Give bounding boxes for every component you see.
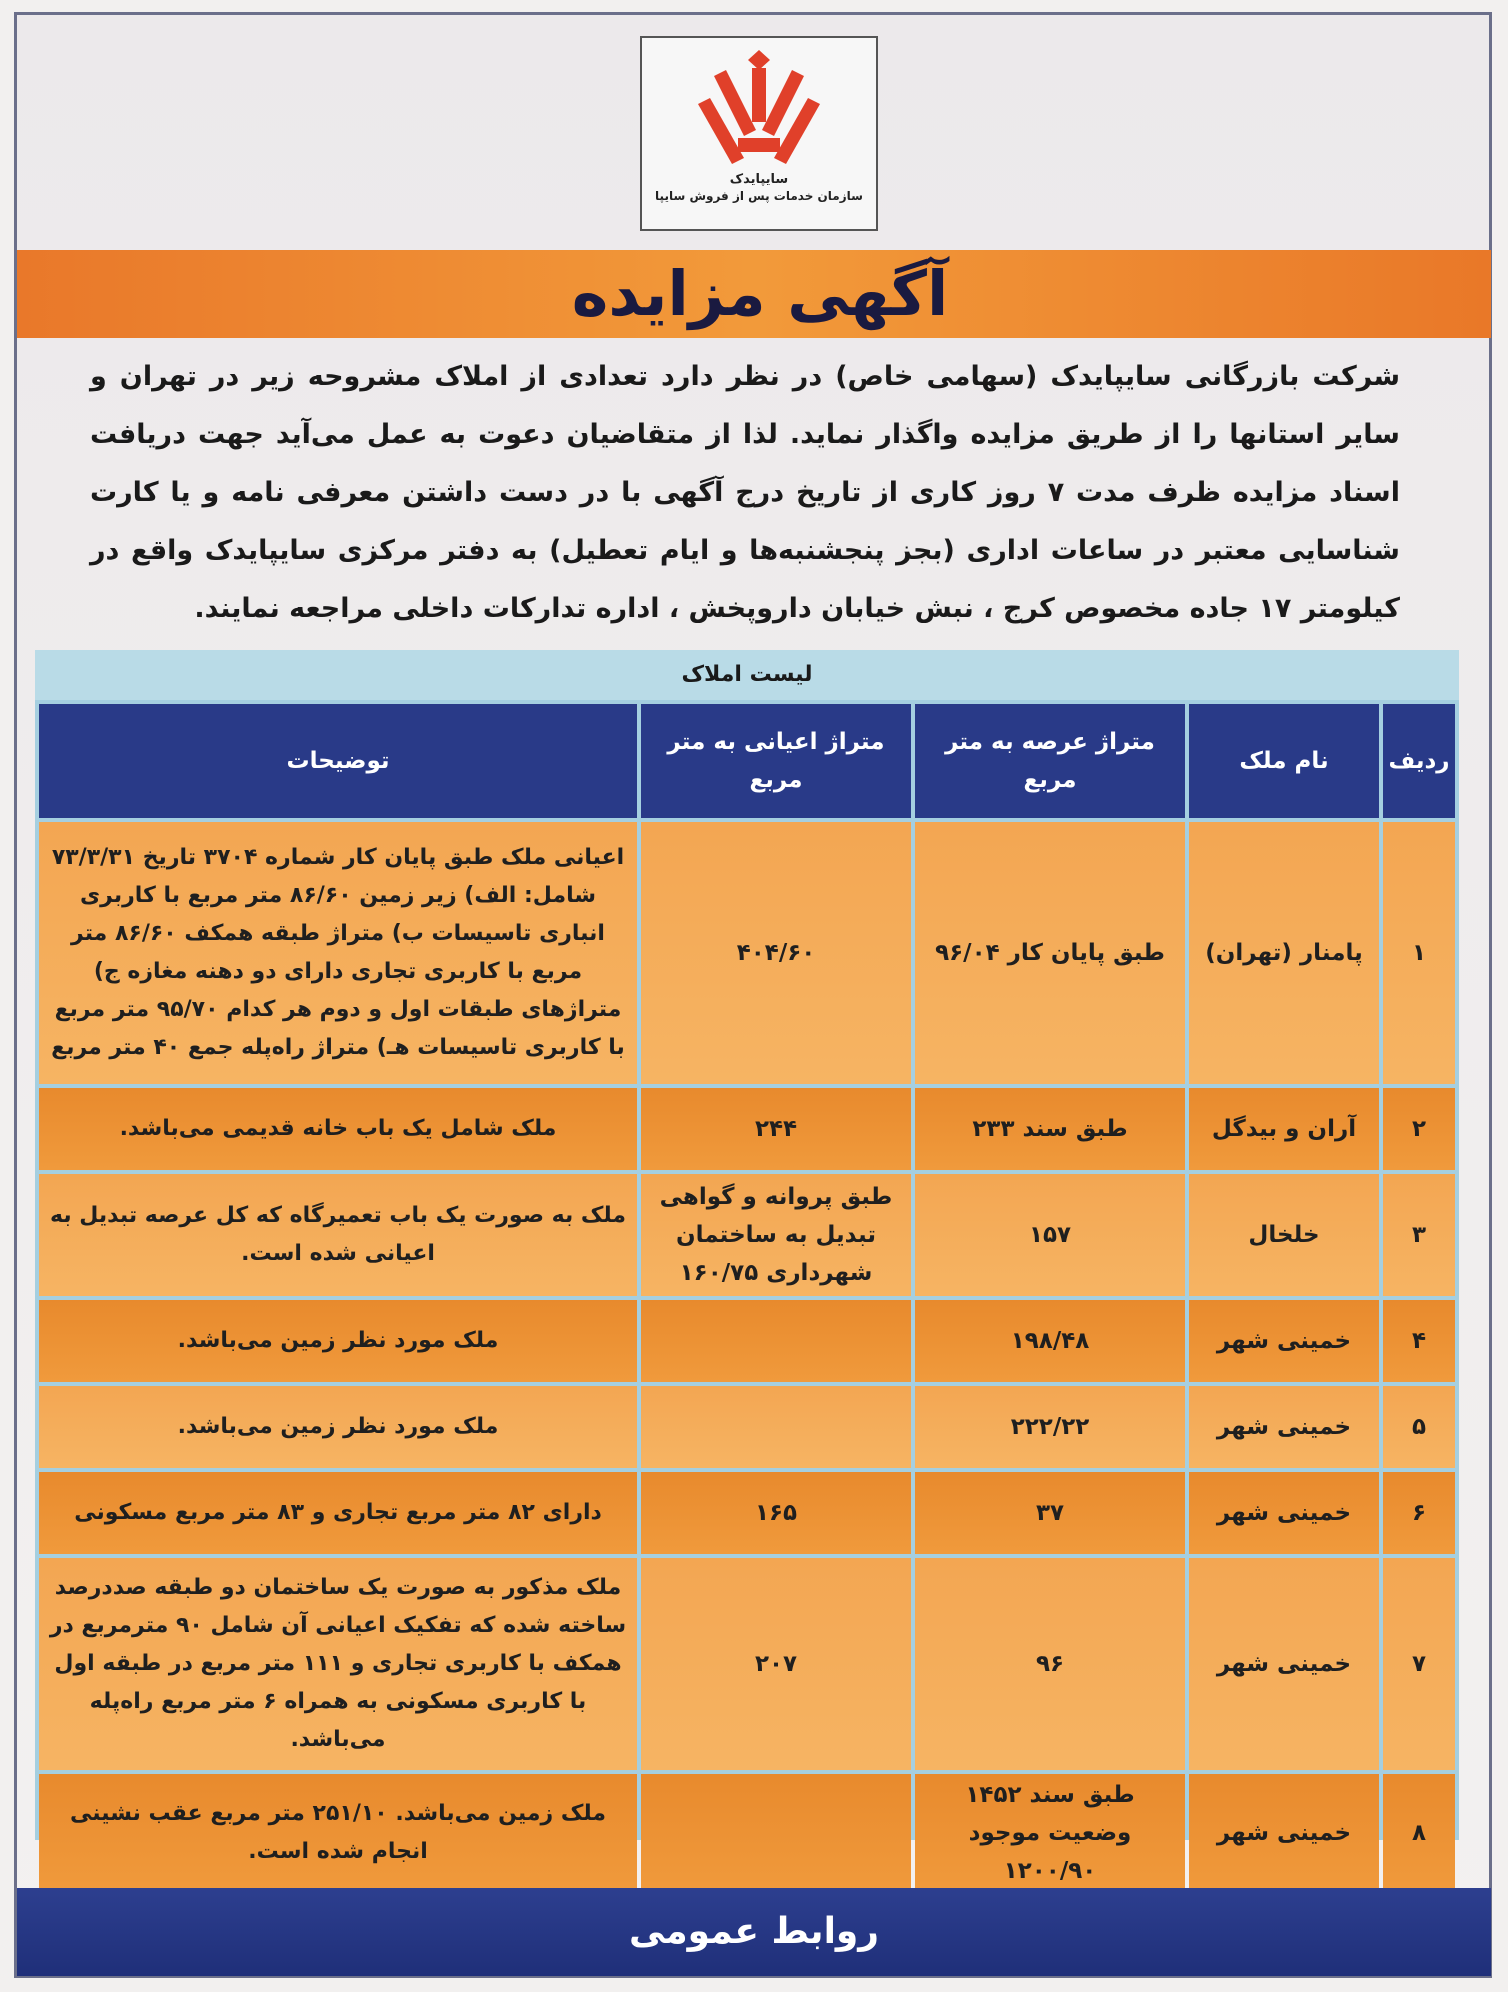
table-row [39, 1300, 1455, 1382]
table-row [39, 1386, 1455, 1468]
property-list-panel [35, 650, 1459, 1884]
cell-property-name: خمینی شهر [1189, 1774, 1379, 1892]
logo-company-name: سایپایدک [729, 172, 789, 187]
cell-building-area: ۲۰۷ [641, 1558, 911, 1770]
cell-land-area: طبق سند ۲۳۳ [915, 1088, 1185, 1170]
cell-row-number: ۱ [1383, 822, 1455, 1084]
property-table [35, 700, 1459, 1896]
header-property-name: نام ملک [1189, 704, 1379, 818]
table-row [39, 822, 1455, 1084]
cell-row-number: ۵ [1383, 1386, 1455, 1468]
cell-description: ملک مورد نظر زمین می‌باشد. [39, 1300, 637, 1382]
cell-description: ملک به صورت یک باب تعمیرگاه که کل عرصه تبدیل به اعیانی شده است. [39, 1174, 637, 1296]
cell-building-area: ۴۰۴/۶۰ [641, 822, 911, 1084]
cell-property-name: خلخال [1189, 1174, 1379, 1296]
header-row-number: ردیف [1383, 704, 1455, 818]
cell-property-name: خمینی شهر [1189, 1558, 1379, 1770]
cell-building-area: طبق پروانه و گواهی تبدیل به ساختمان شهرداری ۱۶۰/۷۵ [641, 1174, 911, 1296]
cell-property-name: خمینی شهر [1189, 1386, 1379, 1468]
property-list-title: لیست املاک [35, 650, 1459, 700]
header-building-area: متراژ اعیانی به متر مربع [641, 704, 911, 818]
cell-description: دارای ۸۲ متر مربع تجاری و ۸۳ متر مربع مسکونی [39, 1472, 637, 1554]
cell-description: ملک مذکور به صورت یک ساختمان دو طبقه صددرصد ساخته شده که تفکیک اعیانی آن شامل ۹۰ مترمربع در همکف با کاربری تجاری و ۱۱۱ متر مربع در طبقه اول با کاربری مسکونی به همراه ۶ متر مربع راه‌پله می‌باشد. [39, 1558, 637, 1770]
footer-public-relations: روابط عمومی [17, 1888, 1491, 1976]
header-land-area: متراژ عرصه به متر مربع [915, 704, 1185, 818]
table-row [39, 1774, 1455, 1892]
cell-row-number: ۴ [1383, 1300, 1455, 1382]
cell-row-number: ۳ [1383, 1174, 1455, 1296]
table-row [39, 1558, 1455, 1770]
cell-property-name: پامنار (تهران) [1189, 822, 1379, 1084]
cell-row-number: ۲ [1383, 1088, 1455, 1170]
cell-property-name: آران و بیدگل [1189, 1088, 1379, 1170]
table-row [39, 1472, 1455, 1554]
cell-land-area: ۳۷ [915, 1472, 1185, 1554]
cell-land-area: ۹۶ [915, 1558, 1185, 1770]
page-title: آگهی مزایده [571, 257, 949, 330]
cell-description: ملک مورد نظر زمین می‌باشد. [39, 1386, 637, 1468]
cell-row-number: ۷ [1383, 1558, 1455, 1770]
company-logo [640, 36, 878, 231]
cell-building-area: ۲۴۴ [641, 1088, 911, 1170]
cell-building-area [641, 1386, 911, 1468]
cell-land-area: طبق سند ۱۴۵۲ وضعیت موجود ۱۲۰۰/۹۰ [915, 1774, 1185, 1892]
table-header-row [39, 704, 1455, 818]
cell-row-number: ۶ [1383, 1472, 1455, 1554]
cell-building-area: ۱۶۵ [641, 1472, 911, 1554]
cell-land-area: ۱۵۷ [915, 1174, 1185, 1296]
cell-land-area: ۱۹۸/۴۸ [915, 1300, 1185, 1382]
logo-company-subtitle: سازمان خدمات پس از فروش سایپا [655, 189, 863, 203]
cell-description: اعیانی ملک طبق پایان کار شماره ۳۷۰۴ تاریخ ۷۳/۳/۳۱ شامل: الف) زیر زمین ۸۶/۶۰ متر مربع با کاربری انباری تاسیسات ب) متراژ طبقه همکف ۸۶/۶۰ متر مربع با کاربری تجاری دارای دو دهنه مغازه ج) متراژهای طبقات اول و دوم هر کدام ۹۵/۷۰ متر مربع با کاربری تاسیسات هـ) متراژ راه‌پله جمع ۴۰ متر مربع [39, 822, 637, 1084]
cell-building-area [641, 1774, 911, 1892]
table-row [39, 1174, 1455, 1296]
saipa-logo-icon [694, 46, 824, 166]
cell-row-number: ۸ [1383, 1774, 1455, 1892]
cell-description: ملک زمین می‌باشد. ۲۵۱/۱۰ متر مربع عقب نشینی انجام شده است. [39, 1774, 637, 1892]
cell-building-area [641, 1300, 911, 1382]
cell-property-name: خمینی شهر [1189, 1300, 1379, 1382]
header-description: توضیحات [39, 704, 637, 818]
cell-land-area: ۲۲۲/۲۲ [915, 1386, 1185, 1468]
cell-property-name: خمینی شهر [1189, 1472, 1379, 1554]
cell-land-area: طبق پایان کار ۹۶/۰۴ [915, 822, 1185, 1084]
intro-paragraph: شرکت بازرگانی سایپایدک (سهامی خاص) در نظر دارد تعدادی از املاک مشروحه زیر در تهران و سایر استانها را از طریق مزایده واگذار نماید. لذا از متقاضیان دعوت به عمل می‌آید جهت دریافت اسناد مزایده ظرف مدت ۷ روز کاری از تاریخ درج آگهی با در دست داشتن معرفی نامه و یا کارت شناسایی معتبر در ساعات اداری (بجز پنجشنبه‌ها و ایام تعطیل) به دفتر مرکزی سایپایدک واقع در کیلومتر ۱۷ جاده مخصوص کرج ، نبش خیابان داروپخش ، اداره تدارکات داخلی مراجعه نمایند. [90, 361, 1400, 624]
table-row [39, 1088, 1455, 1170]
cell-description: ملک شامل یک باب خانه قدیمی می‌باشد. [39, 1088, 637, 1170]
